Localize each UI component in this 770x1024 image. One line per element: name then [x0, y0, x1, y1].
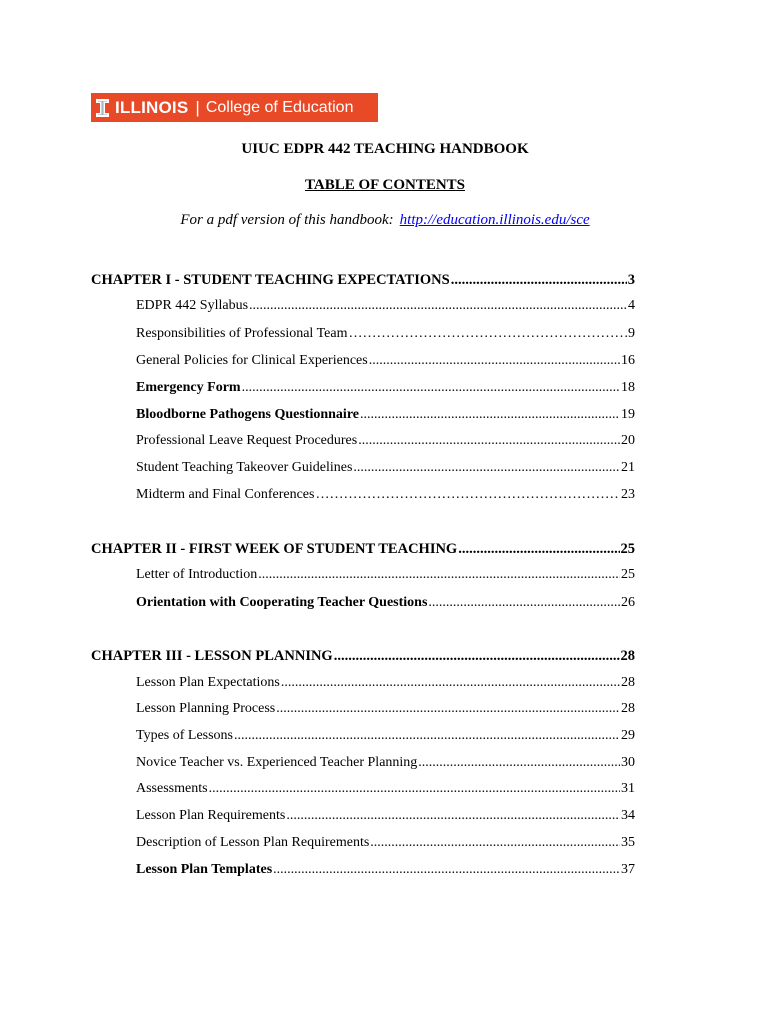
toc-page-number: 28 — [621, 675, 635, 690]
toc-page-number: 16 — [621, 353, 635, 368]
dot-leader — [209, 781, 620, 797]
toc-page-number: 23 — [621, 487, 635, 502]
dot-leader — [249, 298, 627, 314]
toc-page-number: 21 — [621, 460, 635, 475]
toc-entry-label: Letter of Introduction — [136, 567, 258, 582]
illinois-block-i-icon — [95, 98, 110, 118]
toc-entry[interactable] — [136, 862, 635, 882]
toc-heading: TABLE OF CONTENTS — [304, 177, 466, 193]
toc-page-number: 4 — [628, 298, 635, 313]
dot-leader — [334, 648, 620, 665]
toc-page-number: 3 — [627, 272, 635, 288]
toc-entry[interactable] — [136, 728, 635, 748]
dot-leader — [286, 808, 620, 824]
dot-leader — [348, 326, 627, 342]
toc-entry-label: Lesson Plan Expectations — [136, 675, 280, 690]
dot-leader — [353, 460, 620, 476]
toc-entry[interactable] — [136, 298, 635, 318]
dot-leader — [276, 701, 620, 717]
toc-entry[interactable] — [136, 595, 635, 615]
toc-entry[interactable] — [136, 380, 635, 400]
dot-leader — [234, 728, 620, 744]
toc-entry-label: Professional Leave Request Procedures — [136, 433, 358, 448]
toc-page-number: 37 — [621, 862, 635, 877]
dot-leader — [258, 567, 620, 583]
toc-entry[interactable] — [136, 460, 635, 480]
toc-entry-label: Student Teaching Takeover Guidelines — [136, 460, 353, 475]
toc-entry-label: EDPR 442 Syllabus — [136, 298, 249, 313]
dot-leader — [370, 835, 620, 851]
college-logo — [91, 93, 378, 122]
toc-page-number: 28 — [620, 648, 635, 664]
logo-subtitle: College of Education — [205, 98, 354, 116]
dot-leader — [451, 272, 627, 289]
toc-entry[interactable] — [136, 675, 635, 695]
dot-leader — [418, 755, 620, 771]
toc-entry-label: Types of Lessons — [136, 728, 234, 743]
toc-entry-label: General Policies for Clinical Experiences — [136, 353, 368, 368]
toc-entry-label: Orientation with Cooperating Teacher Questions — [136, 595, 428, 610]
toc-entry-label: Bloodborne Pathogens Questionnaire — [136, 407, 359, 422]
toc-page-number: 28 — [621, 701, 635, 716]
pdf-note — [0, 212, 770, 229]
toc-entry-label: Lesson Planning Process — [136, 701, 276, 716]
dot-leader — [358, 433, 620, 449]
toc-entry-label: Assessments — [136, 781, 208, 796]
toc-page-number: 20 — [621, 433, 635, 448]
logo-name: ILLINOIS — [115, 97, 189, 117]
toc-page-number: 29 — [621, 728, 635, 743]
dot-leader — [458, 541, 619, 558]
toc-page-number: 34 — [621, 808, 635, 823]
toc-entry[interactable] — [136, 701, 635, 721]
toc-page-number: 19 — [621, 407, 635, 422]
toc-entry-label: Emergency Form — [136, 380, 241, 395]
toc-page-number: 30 — [621, 755, 635, 770]
toc-page-number: 25 — [621, 567, 635, 582]
dot-leader — [428, 595, 620, 611]
toc-page-number: 31 — [621, 781, 635, 796]
toc-page-number: 25 — [620, 541, 635, 557]
toc-chapter-label: CHAPTER II - FIRST WEEK OF STUDENT TEACHING — [91, 541, 458, 557]
toc-entry-label: Lesson Plan Requirements — [136, 808, 286, 823]
toc-chapter-label: CHAPTER I - STUDENT TEACHING EXPECTATIONS — [91, 272, 450, 288]
toc-page-number: 35 — [621, 835, 635, 850]
toc-entry[interactable] — [136, 755, 635, 775]
toc-entry[interactable] — [136, 835, 635, 855]
document-title: UIUC EDPR 442 TEACHING HANDBOOK — [241, 141, 529, 157]
dot-leader — [273, 862, 620, 878]
dot-leader — [360, 407, 620, 423]
toc-chapter-label: CHAPTER III - LESSON PLANNING — [91, 648, 333, 664]
dot-leader — [281, 675, 620, 691]
toc-entry[interactable] — [136, 353, 635, 373]
toc-entry[interactable] — [136, 781, 635, 801]
toc-page-number: 18 — [621, 380, 635, 395]
toc-entry-label: Responsibilities of Professional Team — [136, 326, 348, 341]
toc-entry-label: Lesson Plan Templates — [136, 862, 273, 877]
toc-page-number: 26 — [621, 595, 635, 610]
toc-entry[interactable] — [136, 407, 635, 427]
dot-leader — [315, 487, 620, 503]
toc-entry[interactable] — [136, 433, 635, 453]
toc-chapter-2[interactable] — [91, 541, 635, 561]
toc-chapter-1[interactable] — [91, 272, 635, 292]
toc-entry[interactable] — [136, 808, 635, 828]
toc-entry[interactable] — [136, 487, 635, 507]
toc-page-number: 9 — [628, 326, 635, 341]
toc-entry-label: Description of Lesson Plan Requirements — [136, 835, 370, 850]
dot-leader — [369, 353, 620, 369]
toc-entry[interactable] — [136, 567, 635, 587]
toc-chapter-3[interactable] — [91, 648, 635, 668]
pdf-link[interactable]: http://education.illinois.edu/sce — [399, 212, 590, 228]
logo-separator: | — [195, 97, 200, 117]
dot-leader — [242, 380, 620, 396]
toc-entry-label: Midterm and Final Conferences — [136, 487, 315, 502]
pdf-note-text: For a pdf version of this handbook: — [180, 212, 394, 228]
toc-entry-label: Novice Teacher vs. Experienced Teacher Planning — [136, 755, 418, 770]
toc-entry[interactable] — [136, 326, 635, 346]
